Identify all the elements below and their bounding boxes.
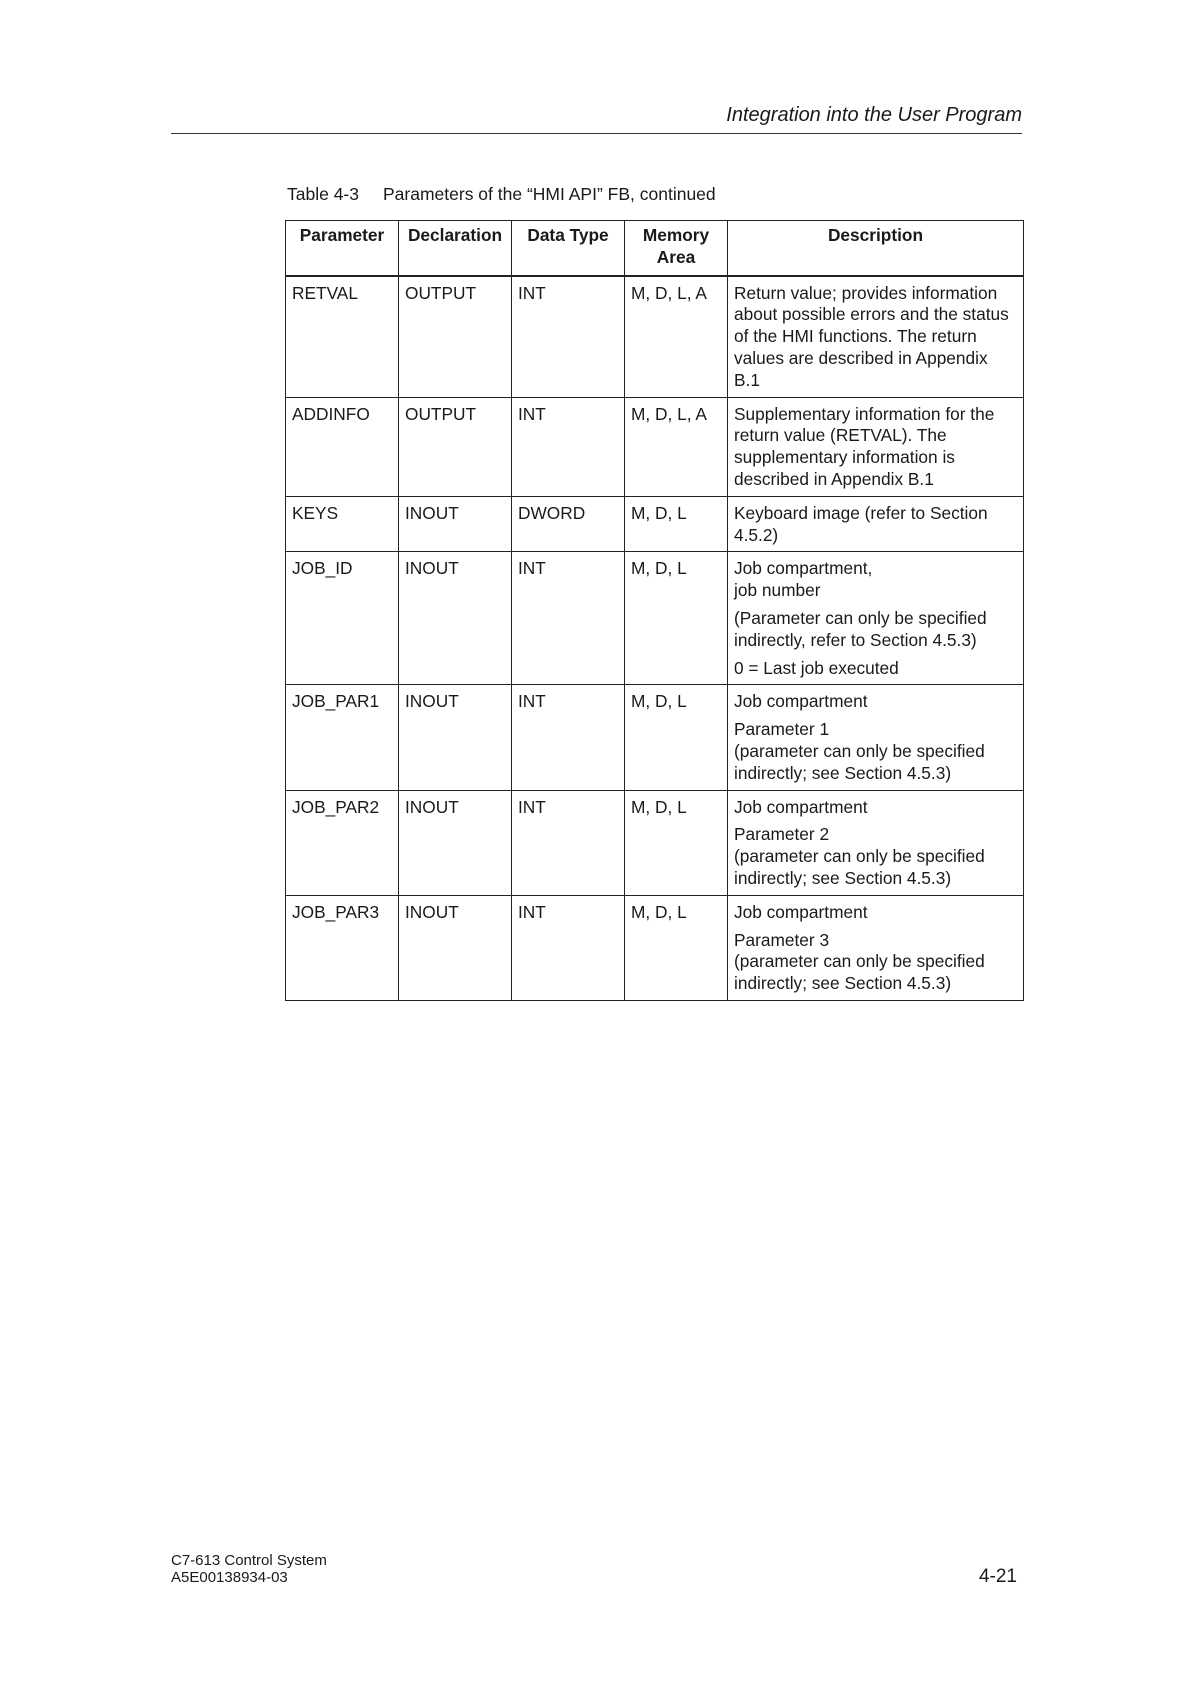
cell-declaration: INOUT xyxy=(399,496,512,552)
table-header-row xyxy=(286,221,1024,276)
cell-declaration: OUTPUT xyxy=(399,276,512,397)
cell-data-type: INT xyxy=(512,397,625,496)
column-header-parameter: Parameter xyxy=(286,221,399,276)
description-paragraph: Job compartment xyxy=(734,901,868,922)
cell-description xyxy=(728,276,1024,397)
footer-doc-info xyxy=(171,1552,327,1586)
cell-memory-area: M, D, L, A xyxy=(625,276,728,397)
column-header-description: Description xyxy=(728,221,1024,276)
column-header-data-type: Data Type xyxy=(512,221,625,276)
table-row xyxy=(286,496,1024,552)
footer-doc-number: A5E00138934-03 xyxy=(171,1569,288,1586)
cell-parameter: JOB_PAR2 xyxy=(286,790,399,895)
cell-memory-area: M, D, L xyxy=(625,552,728,685)
cell-description xyxy=(728,790,1024,895)
cell-parameter: ADDINFO xyxy=(286,397,399,496)
table-body xyxy=(286,276,1024,1001)
cell-data-type: INT xyxy=(512,895,625,1000)
footer-product: C7-613 Control System xyxy=(171,1552,327,1569)
description-paragraph: Parameter 3 (parameter can only be specified indirectly; see Section 4.5.3) xyxy=(734,929,985,994)
cell-parameter: RETVAL xyxy=(286,276,399,397)
cell-declaration: INOUT xyxy=(399,552,512,685)
cell-description xyxy=(728,895,1024,1000)
running-header: Integration into the User Program xyxy=(726,104,1022,126)
column-header-memory-area: Memory Area xyxy=(625,221,728,276)
table-row xyxy=(286,276,1024,397)
cell-declaration: INOUT xyxy=(399,895,512,1000)
header-rule xyxy=(171,133,1022,134)
description-paragraph: Parameter 1 (parameter can only be specified indirectly; see Section 4.5.3) xyxy=(734,719,985,783)
table-row xyxy=(286,685,1024,790)
table-caption xyxy=(287,184,716,205)
cell-description xyxy=(728,397,1024,496)
cell-data-type: INT xyxy=(512,276,625,397)
cell-memory-area: M, D, L xyxy=(625,895,728,1000)
description-paragraph: Return value; provides information about possible errors and the status of the HMI functions. The return values are described in Appendix B.1 xyxy=(734,282,1009,390)
cell-declaration: INOUT xyxy=(399,790,512,895)
cell-data-type: INT xyxy=(512,790,625,895)
description-paragraph: Job compartment xyxy=(734,796,868,817)
description-paragraph: Supplementary information for the return value (RETVAL). The supplementary information is described in Appendix B.1 xyxy=(734,403,995,489)
page-number: 4-21 xyxy=(978,1566,1017,1587)
cell-description xyxy=(728,552,1024,685)
description-paragraph: Job compartment, job number xyxy=(734,558,873,601)
cell-data-type: INT xyxy=(512,552,625,685)
description-paragraph: Job compartment xyxy=(734,691,868,712)
cell-parameter: JOB_ID xyxy=(286,552,399,685)
table-row xyxy=(286,895,1024,1000)
cell-parameter: KEYS xyxy=(286,496,399,552)
cell-memory-area: M, D, L xyxy=(625,790,728,895)
table-row xyxy=(286,790,1024,895)
table-number: Table 4-3 xyxy=(287,184,359,204)
cell-description xyxy=(728,685,1024,790)
cell-memory-area: M, D, L, A xyxy=(625,397,728,496)
table-row xyxy=(286,397,1024,496)
table-title: Parameters of the “HMI API” FB, continued xyxy=(383,184,716,204)
cell-memory-area: M, D, L xyxy=(625,496,728,552)
cell-parameter: JOB_PAR3 xyxy=(286,895,399,1000)
cell-data-type: INT xyxy=(512,685,625,790)
description-paragraph: (Parameter can only be specified indirectly, refer to Section 4.5.3) xyxy=(734,607,987,650)
cell-declaration: OUTPUT xyxy=(399,397,512,496)
parameters-table xyxy=(285,220,1024,1001)
cell-parameter: JOB_PAR1 xyxy=(286,685,399,790)
cell-data-type: DWORD xyxy=(512,496,625,552)
description-paragraph: 0 = Last job executed xyxy=(734,657,899,678)
column-header-declaration: Declaration xyxy=(399,221,512,276)
cell-memory-area: M, D, L xyxy=(625,685,728,790)
table-row xyxy=(286,552,1024,685)
cell-description xyxy=(728,496,1024,552)
cell-declaration: INOUT xyxy=(399,685,512,790)
description-paragraph: Parameter 2 (parameter can only be specified indirectly; see Section 4.5.3) xyxy=(734,824,985,888)
description-paragraph: Keyboard image (refer to Section 4.5.2) xyxy=(734,502,988,545)
